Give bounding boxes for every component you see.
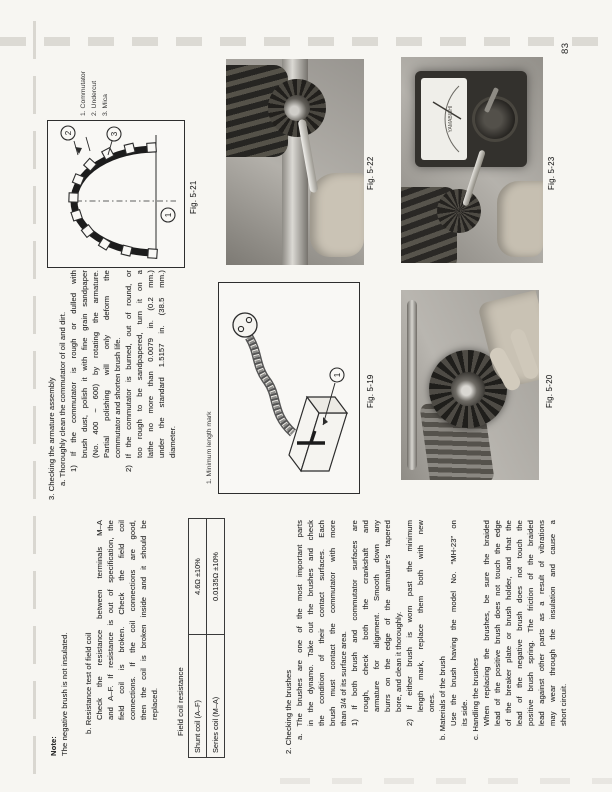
scan-streak-top — [33, 4, 36, 774]
text-line: lead of the positive brush does not touch the edge — [493, 520, 502, 726]
text-line: Partial polishing will only deform the — [102, 270, 111, 458]
field-coil-table-caption: Field coil resistance — [176, 667, 185, 736]
commutator-fins — [437, 189, 481, 233]
note-body: The negative brush is not insulated. — [60, 632, 69, 756]
text-line: b. Materials of the brush — [438, 656, 447, 740]
text-line: 3. Checking the armature assembly — [47, 377, 56, 500]
text-line: field coil is broken. Check the field coil — [117, 520, 126, 720]
scan-streak-right — [0, 37, 612, 46]
meter-dial-knob — [475, 99, 515, 139]
table-cell-value: 4.6Ω ±10% — [189, 519, 207, 635]
hand — [497, 181, 543, 257]
commutator-end — [451, 372, 485, 406]
fig-5-20-photo — [401, 290, 539, 480]
text-line: may wear through the insulation and cause a — [548, 520, 557, 726]
fig-5-21-label-mica: 3. Mica — [102, 94, 109, 116]
commutator-end — [284, 95, 310, 121]
callout-2: 2 — [64, 130, 73, 136]
text-line: c. Handling the brushes — [471, 657, 480, 740]
text-line: brush dust, polish it with fine grain sandpaper — [80, 270, 89, 458]
text-line: 2) If either brush is worn past the minimum — [405, 520, 414, 726]
text-line: replaced. — [150, 687, 159, 720]
callout-1: 1 — [164, 212, 173, 218]
text-line: the condition of their contact surfaces. Each — [317, 520, 326, 726]
page-number: 83 — [560, 42, 571, 54]
fig-5-23-caption: Fig. 5-23 — [547, 156, 556, 190]
text-line: in the dynamo. Take out the brushes and check — [306, 520, 315, 726]
fig-5-22-caption: Fig. 5-22 — [366, 156, 375, 190]
text-line: rough, check both the crankshaft and — [361, 520, 370, 712]
callout-3: 3 — [110, 131, 119, 137]
text-line: Check the resistance between terminals M–A — [95, 520, 104, 720]
hand — [310, 173, 364, 257]
table-cell-label: Shunt coil (A–F) — [189, 635, 207, 758]
text-line: commutator and shorten brush life. — [113, 337, 122, 458]
fig-5-20-caption: Fig. 5-20 — [545, 374, 554, 408]
fig-5-23-photo — [401, 57, 543, 263]
text-line: lead against other parts as a result of vibrations — [537, 520, 546, 726]
text-line: 1) If the commutator is rough or dulled with — [69, 270, 78, 472]
fig-5-21-drawing-box — [47, 120, 185, 268]
text-line: under the standard 1.5157 in. (38.5 mm.) — [157, 270, 166, 458]
table-cell-value: 0.0135Ω ±10% — [207, 519, 225, 635]
text-line: burrs on the edge of the armature's tapered — [383, 520, 392, 712]
text-line: connections. If the coil connections are good, — [128, 520, 137, 720]
text-line: its side. — [460, 699, 469, 726]
text-line: too rough to be sandpapered, turn it on a — [135, 270, 144, 458]
table-row — [189, 519, 207, 758]
text-line: than 3/4 of its surface area. — [339, 631, 348, 726]
text-line: positive brush spring. The friction of the braided — [526, 520, 535, 726]
text-line: bore, and clean it thoroughly. — [394, 611, 403, 712]
shaft-rod — [407, 300, 417, 470]
text-line: (No. 400 ~ 600) by rotating the armature. — [91, 270, 100, 458]
text-line: When replacing the brushes, be sure the braided — [482, 520, 491, 726]
brush-drawing — [219, 283, 359, 493]
text-line: of the breaker plate or brush holder, and that the — [504, 520, 513, 726]
text-line: lathe no more than 0.0079 in. (0.2 mm.) — [146, 270, 155, 458]
table-cell-label: Series coil (M–A) — [207, 635, 225, 758]
text-line: 2. Checking the brushes — [284, 669, 293, 754]
text-line: Use the brush having the model No. “MH-23” on — [449, 520, 458, 726]
text-line: and A–F. If resistance is out of specification, the — [106, 520, 115, 720]
commutator-drawing — [48, 121, 184, 267]
fig-5-22-photo — [226, 59, 364, 265]
text-line: b. Resistance test of field coil — [84, 632, 93, 734]
text-line: 2) If the commutator is burned, out of round, or — [124, 270, 133, 472]
meter-scale-window — [421, 78, 467, 160]
text-line: armature for alignment. Smooth down any — [372, 520, 381, 712]
text-line: short circuit. — [559, 683, 568, 726]
fig-5-19-part-label: 1. Minimum length mark — [206, 411, 213, 484]
text-line: then the coil is broken inside and it should be — [139, 520, 148, 720]
fig-5-19-caption: Fig. 5-19 — [366, 374, 375, 408]
text-line: a. Thoroughly clean the commutator of oil and dirt. — [58, 311, 67, 486]
fig-5-19-drawing-box — [218, 282, 360, 494]
text-line: brush must contact the commutator with more — [328, 520, 337, 726]
scan-streak-left — [280, 778, 612, 784]
text-line: length mark, replace them both with new — [416, 520, 425, 712]
text-line: lead of the negative brush does not touch the — [515, 520, 524, 726]
fig-5-21-label-undercut: 2. Undercut — [91, 80, 98, 116]
text-line: a. The brushes are one of the most important parts — [295, 520, 304, 740]
text-line: ones. — [427, 692, 436, 712]
meter-brand-text: YAMABISHI — [448, 105, 454, 133]
table-row — [207, 519, 225, 758]
callout-1: 1 — [333, 372, 342, 378]
fig-5-21-label-commutator: 1. Commutator — [80, 71, 87, 116]
field-coil-resistance-table — [188, 518, 225, 758]
text-line: diameter. — [168, 425, 177, 458]
note-title: Note: — [49, 736, 58, 756]
text-line: 1) If both brush and commutator surfaces are — [350, 520, 359, 726]
fig-5-21-caption: Fig. 5-21 — [189, 180, 198, 214]
